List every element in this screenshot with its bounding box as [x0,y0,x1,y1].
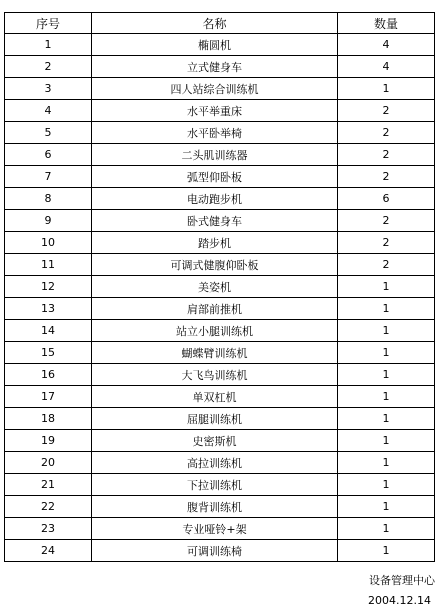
table-row [5,34,435,56]
table-row [5,122,435,144]
cell-index: 15 [5,342,92,364]
table-row [5,56,435,78]
cell-quantity: 2 [338,254,435,276]
cell-index: 23 [5,518,92,540]
cell-name: 立式健身车 [92,56,338,78]
cell-name: 可调式健腹仰卧板 [92,254,338,276]
cell-quantity: 2 [338,144,435,166]
cell-name: 踏步机 [92,232,338,254]
header-index: 序号 [5,13,92,34]
cell-name: 椭圆机 [92,34,338,56]
header-name: 名称 [92,13,338,34]
cell-index: 19 [5,430,92,452]
cell-quantity: 1 [338,386,435,408]
cell-quantity: 1 [338,474,435,496]
cell-index: 9 [5,210,92,232]
date-label: 2004.12.14 [368,594,431,607]
cell-quantity: 1 [338,452,435,474]
cell-quantity: 2 [338,122,435,144]
cell-index: 3 [5,78,92,100]
table-row [5,78,435,100]
cell-quantity: 1 [338,496,435,518]
cell-name: 电动跑步机 [92,188,338,210]
cell-quantity: 2 [338,166,435,188]
table-row [5,474,435,496]
table-row [5,100,435,122]
cell-name: 四人站综合训练机 [92,78,338,100]
cell-index: 14 [5,320,92,342]
table-row [5,452,435,474]
cell-name: 肩部前推机 [92,298,338,320]
cell-name: 高拉训练机 [92,452,338,474]
table-row [5,188,435,210]
cell-index: 20 [5,452,92,474]
cell-quantity: 1 [338,540,435,562]
table-header-row [5,13,435,34]
table-row [5,210,435,232]
table-row [5,166,435,188]
cell-name: 专业哑铃+架 [92,518,338,540]
cell-quantity: 2 [338,100,435,122]
cell-quantity: 1 [338,320,435,342]
table-row [5,364,435,386]
cell-name: 大飞鸟训练机 [92,364,338,386]
cell-index: 1 [5,34,92,56]
cell-index: 7 [5,166,92,188]
cell-name: 水平卧举椅 [92,122,338,144]
table-row [5,540,435,562]
table-row [5,298,435,320]
equipment-table [4,12,435,562]
cell-index: 12 [5,276,92,298]
cell-name: 美姿机 [92,276,338,298]
cell-quantity: 1 [338,298,435,320]
cell-name: 下拉训练机 [92,474,338,496]
cell-quantity: 1 [338,430,435,452]
table-row [5,254,435,276]
table-row [5,496,435,518]
cell-quantity: 1 [338,342,435,364]
cell-index: 18 [5,408,92,430]
cell-index: 8 [5,188,92,210]
cell-name: 史密斯机 [92,430,338,452]
table-row [5,144,435,166]
cell-name: 腹背训练机 [92,496,338,518]
cell-index: 22 [5,496,92,518]
cell-quantity: 1 [338,78,435,100]
cell-index: 10 [5,232,92,254]
cell-name: 可调训练椅 [92,540,338,562]
cell-name: 单双杠机 [92,386,338,408]
table-row [5,518,435,540]
cell-name: 二头肌训练器 [92,144,338,166]
cell-index: 17 [5,386,92,408]
department-label: 设备管理中心 [369,574,435,587]
cell-index: 13 [5,298,92,320]
table-row [5,232,435,254]
cell-index: 5 [5,122,92,144]
cell-quantity: 1 [338,364,435,386]
cell-name: 站立小腿训练机 [92,320,338,342]
cell-name: 弧型仰卧板 [92,166,338,188]
cell-quantity: 1 [338,408,435,430]
cell-quantity: 1 [338,276,435,298]
cell-index: 16 [5,364,92,386]
table-row [5,408,435,430]
cell-quantity: 2 [338,232,435,254]
table-row [5,276,435,298]
cell-index: 11 [5,254,92,276]
cell-quantity: 4 [338,56,435,78]
table-row [5,320,435,342]
cell-name: 水平举重床 [92,100,338,122]
table-row [5,430,435,452]
cell-quantity: 4 [338,34,435,56]
cell-index: 24 [5,540,92,562]
cell-index: 21 [5,474,92,496]
cell-index: 6 [5,144,92,166]
cell-index: 4 [5,100,92,122]
cell-quantity: 1 [338,518,435,540]
cell-name: 卧式健身车 [92,210,338,232]
cell-quantity: 2 [338,210,435,232]
cell-name: 蝴蝶臂训练机 [92,342,338,364]
table-row [5,342,435,364]
header-quantity: 数量 [338,13,435,34]
cell-name: 屈腿训练机 [92,408,338,430]
cell-quantity: 6 [338,188,435,210]
cell-index: 2 [5,56,92,78]
table-row [5,386,435,408]
